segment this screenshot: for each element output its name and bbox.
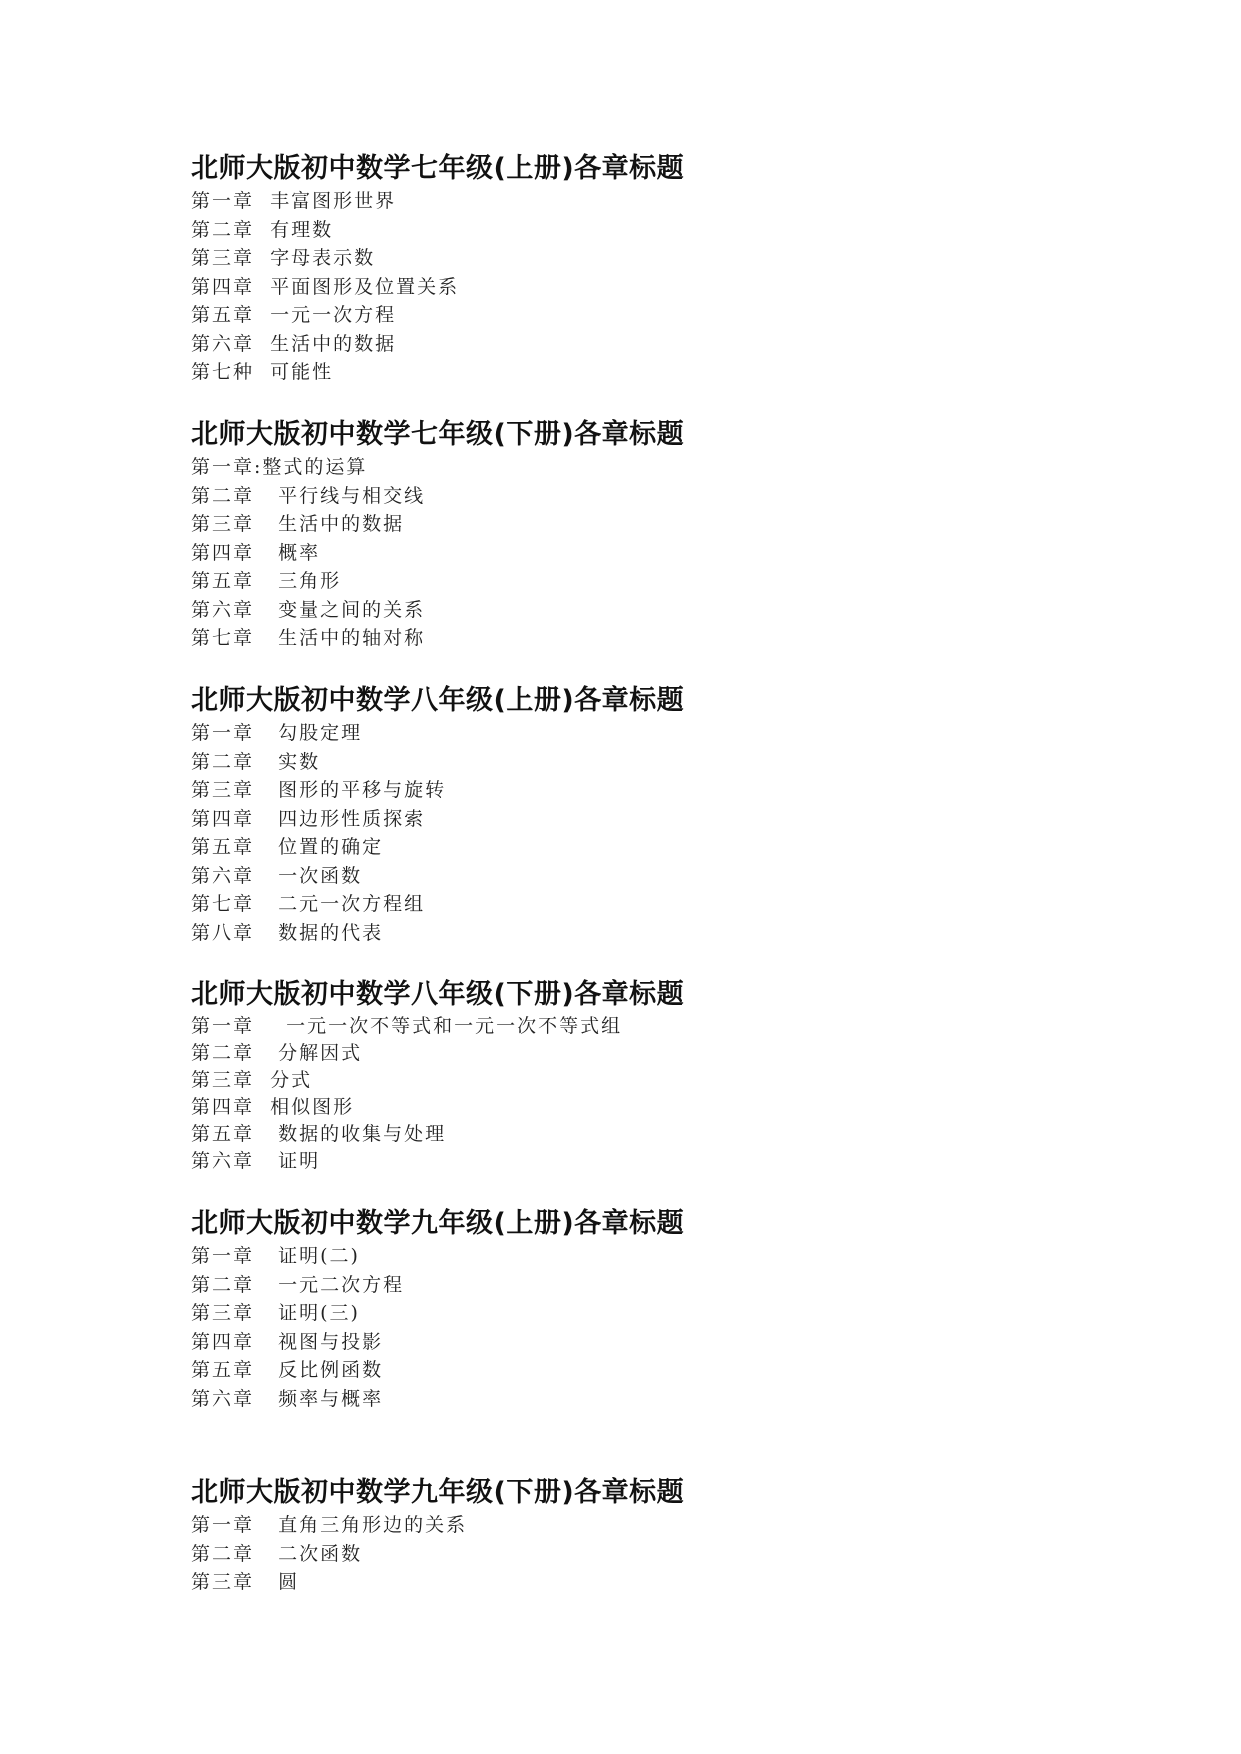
chapter-item: 第四章 四边形性质探索 [191, 807, 426, 830]
chapter-item: 第三章 字母表示数 [191, 247, 376, 269]
chapter-list [191, 453, 991, 653]
chapter-item: 第五章 位置的确定 [191, 836, 384, 858]
section-heading: 北师大版初中数学九年级(下册)各章标题 [191, 1477, 685, 1508]
section-grade9-vol2 [191, 1475, 991, 1597]
chapter-item: 第一章 直角三角形边的关系 [191, 1514, 468, 1536]
chapter-item: 第四章 概率 [191, 541, 321, 564]
chapter-item: 第一章 勾股定理 [191, 722, 363, 744]
chapter-item: 第一章 一元一次不等式和一元一次不等式组 [191, 1015, 623, 1037]
section-grade9-vol1 [191, 1206, 991, 1413]
chapter-item: 第七章 生活中的轴对称 [191, 627, 426, 649]
chapter-item: 第三章 证明(三) [191, 1302, 360, 1324]
chapter-item: 第七章 二元一次方程组 [191, 893, 426, 915]
section-heading: 北师大版初中数学七年级(上册)各章标题 [191, 153, 685, 184]
chapter-item: 第二章 有理数 [191, 218, 334, 241]
chapter-item: 第五章 数据的收集与处理 [191, 1123, 447, 1145]
chapter-item: 第六章 证明 [191, 1150, 321, 1172]
chapter-item: 第六章 一次函数 [191, 864, 363, 887]
chapter-item: 第二章 实数 [191, 750, 321, 773]
chapter-item: 第二章 二次函数 [191, 1542, 363, 1565]
chapter-item: 第七种 可能性 [191, 361, 334, 383]
chapter-list [191, 719, 991, 947]
section-grade8-vol1 [191, 683, 991, 947]
chapter-item: 第一章:整式的运算 [191, 456, 368, 478]
section-heading: 北师大版初中数学七年级(下册)各章标题 [191, 419, 685, 450]
chapter-list [191, 1013, 991, 1175]
chapter-item: 第六章 生活中的数据 [191, 332, 397, 355]
chapter-item: 第三章 圆 [191, 1571, 300, 1593]
chapter-item: 第一章 丰富图形世界 [191, 190, 397, 212]
chapter-list [191, 1511, 991, 1597]
section-heading: 北师大版初中数学八年级(下册)各章标题 [191, 979, 685, 1010]
section-grade7-vol1 [191, 151, 991, 387]
chapter-item: 第二章 一元二次方程 [191, 1273, 405, 1296]
chapter-item: 第四章 平面图形及位置关系 [191, 275, 460, 298]
chapter-list [191, 187, 991, 387]
chapter-item: 第四章 视图与投影 [191, 1330, 384, 1353]
chapter-list [191, 1242, 991, 1413]
chapter-item: 第六章 频率与概率 [191, 1387, 384, 1410]
section-grade7-vol2 [191, 417, 991, 653]
chapter-item: 第一章 证明(二) [191, 1245, 360, 1267]
chapter-item: 第四章 相似图形 [191, 1096, 355, 1118]
chapter-item: 第八章 数据的代表 [191, 921, 384, 944]
section-grade8-vol2 [191, 977, 991, 1175]
chapter-item: 第六章 变量之间的关系 [191, 598, 426, 621]
chapter-item: 第五章 反比例函数 [191, 1359, 384, 1381]
section-heading: 北师大版初中数学九年级(上册)各章标题 [191, 1208, 685, 1239]
chapter-item: 第二章 平行线与相交线 [191, 484, 426, 507]
section-heading: 北师大版初中数学八年级(上册)各章标题 [191, 685, 685, 716]
chapter-item: 第三章 生活中的数据 [191, 513, 405, 535]
chapter-item: 第二章 分解因式 [191, 1042, 363, 1064]
chapter-item: 第三章 分式 [191, 1069, 313, 1091]
chapter-item: 第五章 三角形 [191, 570, 342, 592]
chapter-item: 第三章 图形的平移与旋转 [191, 779, 447, 801]
chapter-item: 第五章 一元一次方程 [191, 304, 397, 326]
